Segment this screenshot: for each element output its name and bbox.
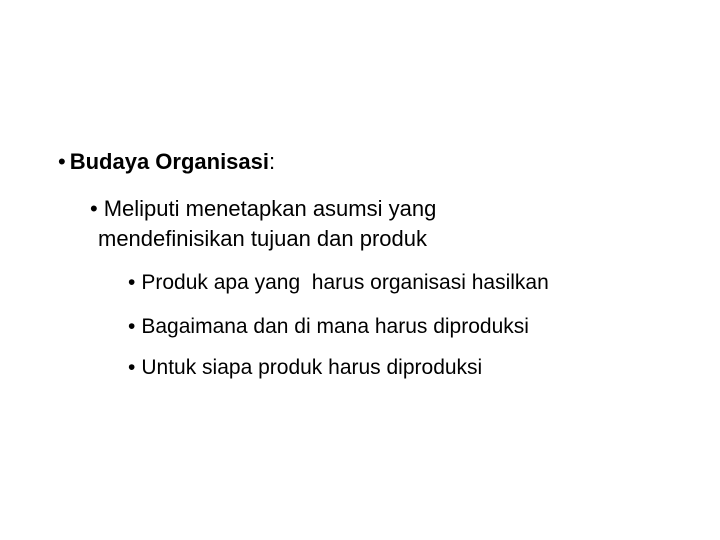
bullet-icon: • xyxy=(128,356,136,379)
heading-colon: : xyxy=(269,149,276,174)
list-item-text: Produk apa yang harus organisasi hasilkan xyxy=(141,271,549,294)
list-item xyxy=(128,353,482,383)
heading-title: Budaya Organisasi xyxy=(69,149,270,174)
list-item xyxy=(128,312,529,342)
bullet-icon: • xyxy=(128,271,136,294)
sub-item-line2: mendefinisikan tujuan dan produk xyxy=(98,226,428,251)
bullet-icon: • xyxy=(128,315,136,338)
bullet-icon: • xyxy=(90,196,98,221)
list-item xyxy=(128,268,549,298)
list-item-text: Bagaimana dan di mana harus diproduksi xyxy=(141,315,529,338)
sub-item xyxy=(90,194,436,254)
bullet-icon: • xyxy=(58,149,66,174)
heading-bullet xyxy=(58,146,275,178)
sub-item-line1: Meliputi menetapkan asumsi yang xyxy=(103,196,437,221)
list-item-text: Untuk siapa produk harus diproduksi xyxy=(141,356,483,379)
